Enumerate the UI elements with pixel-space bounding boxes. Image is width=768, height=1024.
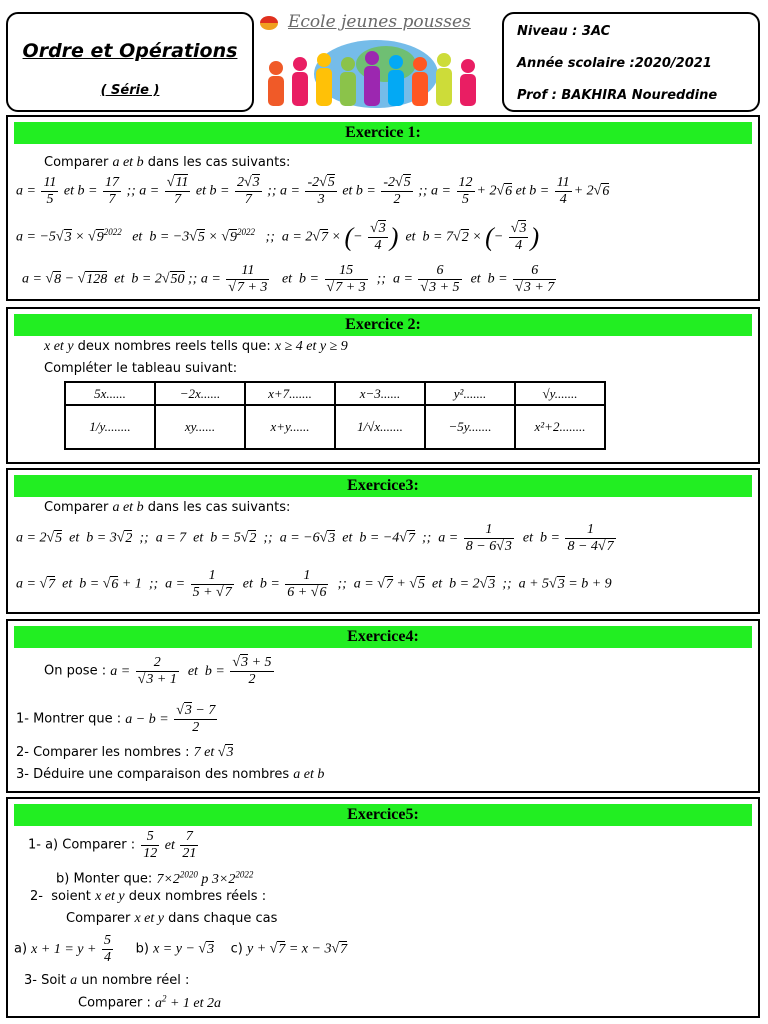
table-row [65, 405, 605, 449]
exercise-5-title: Exercice5: [14, 804, 752, 826]
ex3-line1: a = 2√5 et b = 3√2 ;; a = 7 et b = 5√2 ;; a = −6√3 et b = −4√7 ;; a = $\frac{1}{8 - 6√3}$ et b = $\frac{1}{8 - 4√7}$ [16, 522, 614, 554]
title-box [6, 12, 254, 112]
table-cell: √y....... [515, 382, 605, 405]
table-row [65, 382, 605, 405]
table-cell: −5y....... [425, 405, 515, 449]
ex5-cases: a) x + 1 = y + $\frac{5}{4}$ b) x = y − √3 c) y + √7 = x − 3√7 [14, 933, 348, 965]
ex1-line2: $a = -5√3 \times √9^{2022}$ et $b = -3√5 \times √9^{2022}$ ;; a = 2√7 × (− $\frac{√3}{4}$ ) et b = 7√2 × (− $\frac{√3}{4}$ ) [16, 221, 540, 253]
info-box [502, 12, 760, 112]
exercise-2 [6, 307, 760, 464]
annee-label: Année scolaire :2020/2021 [517, 56, 712, 71]
school-logo [256, 10, 496, 112]
ex4-pose: On pose : a = $\frac{2}{√3 + 1}$ et b = $\frac{√3 + 5}{2}$ [44, 655, 272, 687]
table-cell: y²....... [425, 382, 515, 405]
ex1-line1: a = $\frac{11}{5}$ et b = $\frac{17}{7}$ ;; a = $\frac{√11}{7}$ et b = $\frac{2√3}{7}$ ;; a = $\frac{-2√5}{3}$ et b = $\frac{-2√5}{2}$ ;; a = $\frac{12}{5}$ + 2√6 et b = $\frac{11}{4}$ + 2√6 [16, 175, 610, 207]
exercise-4-title: Exercice4: [14, 626, 752, 648]
page-title: Ordre et Opérations [22, 40, 238, 62]
ex5-question-2-sub: Comparer x et y dans chaque cas [66, 911, 278, 926]
exercise-4 [6, 619, 760, 793]
logo-globe-icon [260, 16, 278, 30]
page-subtitle: ( Série ) [100, 83, 160, 98]
ex5-question-3: 3- Soit a un nombre réel : [24, 973, 190, 988]
ex2-table [64, 381, 606, 450]
ex5-question-1a: 1- a) Comparer : $\frac{5}{12}$ et $\frac{7}{21}$ [28, 829, 197, 861]
prof-label: Prof : BAKHIRA Noureddine [517, 88, 718, 103]
exercise-2-title: Exercice 2: [14, 314, 752, 336]
exercise-3 [6, 468, 760, 614]
niveau-label: Niveau : 3AC [517, 24, 611, 39]
table-cell: 1/y........ [65, 405, 155, 449]
ex5-question-3-sub: Comparer : $a^2 + 1$ et 2a [78, 993, 222, 1011]
ex3-line2: a = √7 et b = √6 + 1 ;; a = $\frac{1}{5 + √7}$ et b = $\frac{1}{6 + √6}$ ;; a = √7 + √5 et b = 2√3 ;; a + 5√3 = b + 9 [16, 568, 612, 600]
ex4-question-1: 1- Montrer que : a − b = $\frac{√3 - 7}{2}$ [16, 703, 216, 735]
exercise-1 [6, 115, 760, 301]
ex5-question-2: 2- soient x et y deux nombres réels : [30, 889, 267, 904]
children-illustration [256, 34, 496, 112]
table-cell: x+7....... [245, 382, 335, 405]
ex5-question-1b: b) Monter que: $7\times 2^{2020}$ p $3\times 2^{2022}$ [56, 869, 254, 887]
table-cell: x+y...... [245, 405, 335, 449]
ex2-instruction: Compléter le tableau suivant: [44, 361, 238, 376]
table-cell: 1/√x....... [335, 405, 425, 449]
logo-text: Ecole jeunes pousses [288, 12, 471, 32]
ex2-statement: x et y deux nombres reels tells que: x ≥ 4 et y ≥ 9 [44, 339, 348, 354]
exercise-3-title: Exercice3: [14, 475, 752, 497]
ex4-question-3: 3- Déduire une comparaison des nombres a et b [16, 767, 325, 782]
ex4-question-2: 2- Comparer les nombres : 7 et √3 [16, 745, 234, 760]
ex1-intro: Comparer a et b dans les cas suivants: [44, 155, 291, 170]
exercise-1-title: Exercice 1: [14, 122, 752, 144]
table-cell: x−3...... [335, 382, 425, 405]
table-cell: xy...... [155, 405, 245, 449]
table-cell: x²+2........ [515, 405, 605, 449]
ex1-line3: a = √8 − √128 et b = 2√50 ;; a = $\frac{11}{√7 + 3}$ et b = $\frac{15}{√7 + 3}$ ;; a = $\frac{6}{√3 + 5}$ et b = $\frac{6}{√3 + 7}$ [22, 263, 555, 295]
table-cell: −2x...... [155, 382, 245, 405]
table-cell: 5x...... [65, 382, 155, 405]
ex3-intro: Comparer a et b dans les cas suivants: [44, 500, 291, 515]
exercise-5 [6, 797, 760, 1018]
